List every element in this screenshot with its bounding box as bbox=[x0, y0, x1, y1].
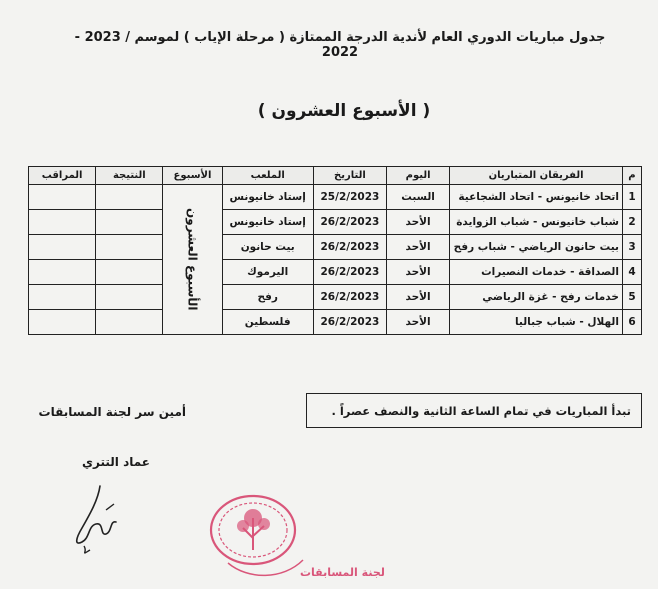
match-venue: بيت حانون bbox=[222, 235, 313, 260]
match-num: 5 bbox=[622, 285, 641, 310]
header-teams: الفريقان المتباريان bbox=[450, 167, 623, 185]
signatory-title: أمين سر لجنة المسابقات bbox=[38, 405, 186, 419]
table-row bbox=[29, 235, 642, 260]
table-row bbox=[29, 285, 642, 310]
table-row bbox=[29, 310, 642, 335]
handwritten-signature bbox=[60, 480, 130, 560]
header-week: الأسبوع bbox=[163, 167, 222, 185]
match-date: 26/2/2023 bbox=[313, 310, 386, 335]
match-num: 2 bbox=[622, 210, 641, 235]
match-teams: اتحاد خانيونس - اتحاد الشجاعية bbox=[450, 185, 623, 210]
header-result: النتيجة bbox=[96, 167, 163, 185]
match-observer bbox=[29, 235, 96, 260]
match-venue: إستاد خانيونس bbox=[222, 210, 313, 235]
match-observer bbox=[29, 310, 96, 335]
match-venue: رفح bbox=[222, 285, 313, 310]
match-result bbox=[96, 185, 163, 210]
match-result bbox=[96, 310, 163, 335]
match-result bbox=[96, 210, 163, 235]
match-result bbox=[96, 235, 163, 260]
match-date: 25/2/2023 bbox=[313, 185, 386, 210]
match-result bbox=[96, 285, 163, 310]
start-time-notice: تبدأ المباريات في تمام الساعة الثانية والنصف عصراً . bbox=[306, 393, 642, 428]
match-teams: الهلال - شباب جباليا bbox=[450, 310, 623, 335]
match-observer bbox=[29, 185, 96, 210]
match-result bbox=[96, 260, 163, 285]
match-date: 26/2/2023 bbox=[313, 285, 386, 310]
table-row bbox=[29, 210, 642, 235]
schedule-table bbox=[28, 166, 642, 335]
header-observer: المراقب bbox=[29, 167, 96, 185]
match-num: 4 bbox=[622, 260, 641, 285]
match-venue: اليرموك bbox=[222, 260, 313, 285]
match-observer bbox=[29, 285, 96, 310]
match-day: الأحد bbox=[387, 260, 450, 285]
match-observer bbox=[29, 210, 96, 235]
match-day: الأحد bbox=[387, 235, 450, 260]
table-row bbox=[29, 260, 642, 285]
match-day: الأحد bbox=[387, 310, 450, 335]
match-day: الأحد bbox=[387, 210, 450, 235]
match-observer bbox=[29, 260, 96, 285]
week-title: ( الأسبوع العشرون ) bbox=[257, 101, 431, 121]
stamp-text: لجنة المسابقات bbox=[300, 566, 385, 579]
table-row bbox=[29, 185, 642, 210]
week-vertical-label: الأسبوع العشرون bbox=[185, 208, 200, 311]
match-date: 26/2/2023 bbox=[313, 235, 386, 260]
match-venue: فلسطين bbox=[222, 310, 313, 335]
document-heading: جدول مباريات الدوري العام لأندية الدرجة الممتازة ( مرحلة الإياب ) لموسم / 2023 - 2022 bbox=[74, 30, 606, 60]
match-num: 6 bbox=[622, 310, 641, 335]
table-header-row bbox=[29, 167, 642, 185]
match-teams: شباب خانيونس - شباب الزوايدة bbox=[450, 210, 623, 235]
match-num: 3 bbox=[622, 235, 641, 260]
header-venue: الملعب bbox=[222, 167, 313, 185]
match-teams: خدمات رفح - غزة الرياضي bbox=[450, 285, 623, 310]
match-day: السبت bbox=[387, 185, 450, 210]
match-date: 26/2/2023 bbox=[313, 210, 386, 235]
header-date: التاريخ bbox=[313, 167, 386, 185]
header-day: اليوم bbox=[387, 167, 450, 185]
signatory-name: عماد التتري bbox=[82, 455, 150, 469]
stamp-logo bbox=[198, 488, 385, 588]
match-num: 1 bbox=[622, 185, 641, 210]
header-num: م bbox=[622, 167, 641, 185]
match-venue: إستاد خانيونس bbox=[222, 185, 313, 210]
match-day: الأحد bbox=[387, 285, 450, 310]
match-teams: الصداقة - خدمات النصيرات bbox=[450, 260, 623, 285]
week-merged-cell bbox=[163, 185, 222, 335]
match-date: 26/2/2023 bbox=[313, 260, 386, 285]
match-teams: بيت حانون الرياضي - شباب رفح bbox=[450, 235, 623, 260]
